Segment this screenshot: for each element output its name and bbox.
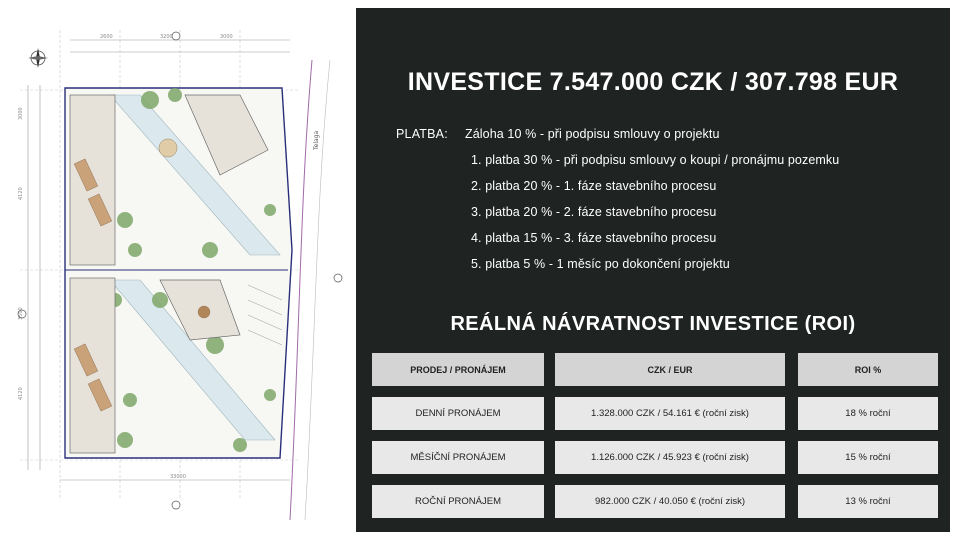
payment-item: 3. platba 20 % - 2. fáze stavebního procesu — [471, 205, 717, 219]
site-plan-drawing — [0, 0, 356, 540]
svg-text:3200: 3200 — [160, 34, 173, 40]
svg-text:3000: 3000 — [18, 107, 24, 120]
svg-text:2600: 2600 — [100, 34, 113, 40]
table-header: PRODEJ / PRONÁJEM — [372, 353, 544, 386]
payment-item: 4. platba 15 % - 3. fáze stavebního procesu — [471, 231, 717, 245]
payment-item: 2. platba 20 % - 1. fáze stavebního procesu — [471, 179, 717, 193]
table-cell: 1.126.000 CZK / 45.923 € (roční zisk) — [555, 441, 785, 474]
svg-text:4120: 4120 — [18, 187, 24, 200]
table-cell: 15 % roční — [798, 441, 938, 474]
compass-icon — [28, 48, 48, 68]
payment-item: Záloha 10 % - při podpisu smlouvy o projektu — [465, 127, 720, 141]
street-label: Telaga — [313, 130, 320, 150]
site-plan — [0, 0, 356, 540]
roi-title: REÁLNÁ NÁVRATNOST INVESTICE (ROI) — [450, 313, 856, 335]
payment-item: 1. platba 30 % - při podpisu smlouvy o koupi / pronájmu pozemku — [471, 153, 840, 167]
svg-text:3000: 3000 — [220, 34, 233, 40]
table-cell: 982.000 CZK / 40.050 € (roční zisk) — [555, 485, 785, 518]
table-cell: 18 % roční — [798, 397, 938, 430]
table-cell: 13 % roční — [798, 485, 938, 518]
investment-title: INVESTICE 7.547.000 CZK / 307.798 EUR — [407, 68, 899, 96]
investment-panel — [356, 8, 950, 532]
table-cell: ROČNÍ PRONÁJEM — [372, 485, 544, 518]
payment-item: 5. platba 5 % - 1 měsíc po dokončení projektu — [471, 257, 730, 271]
svg-text:4120: 4120 — [18, 387, 24, 400]
table-header: CZK / EUR — [555, 353, 785, 386]
table-cell: MĚSÍČNÍ PRONÁJEM — [372, 441, 544, 474]
payment-label: PLATBA: — [396, 127, 448, 141]
table-header: ROI % — [798, 353, 938, 386]
svg-text:3500: 3500 — [18, 307, 24, 320]
table-cell: DENNÍ PRONÁJEM — [372, 397, 544, 430]
svg-text:33000: 33000 — [170, 474, 186, 480]
table-cell: 1.328.000 CZK / 54.161 € (roční zisk) — [555, 397, 785, 430]
